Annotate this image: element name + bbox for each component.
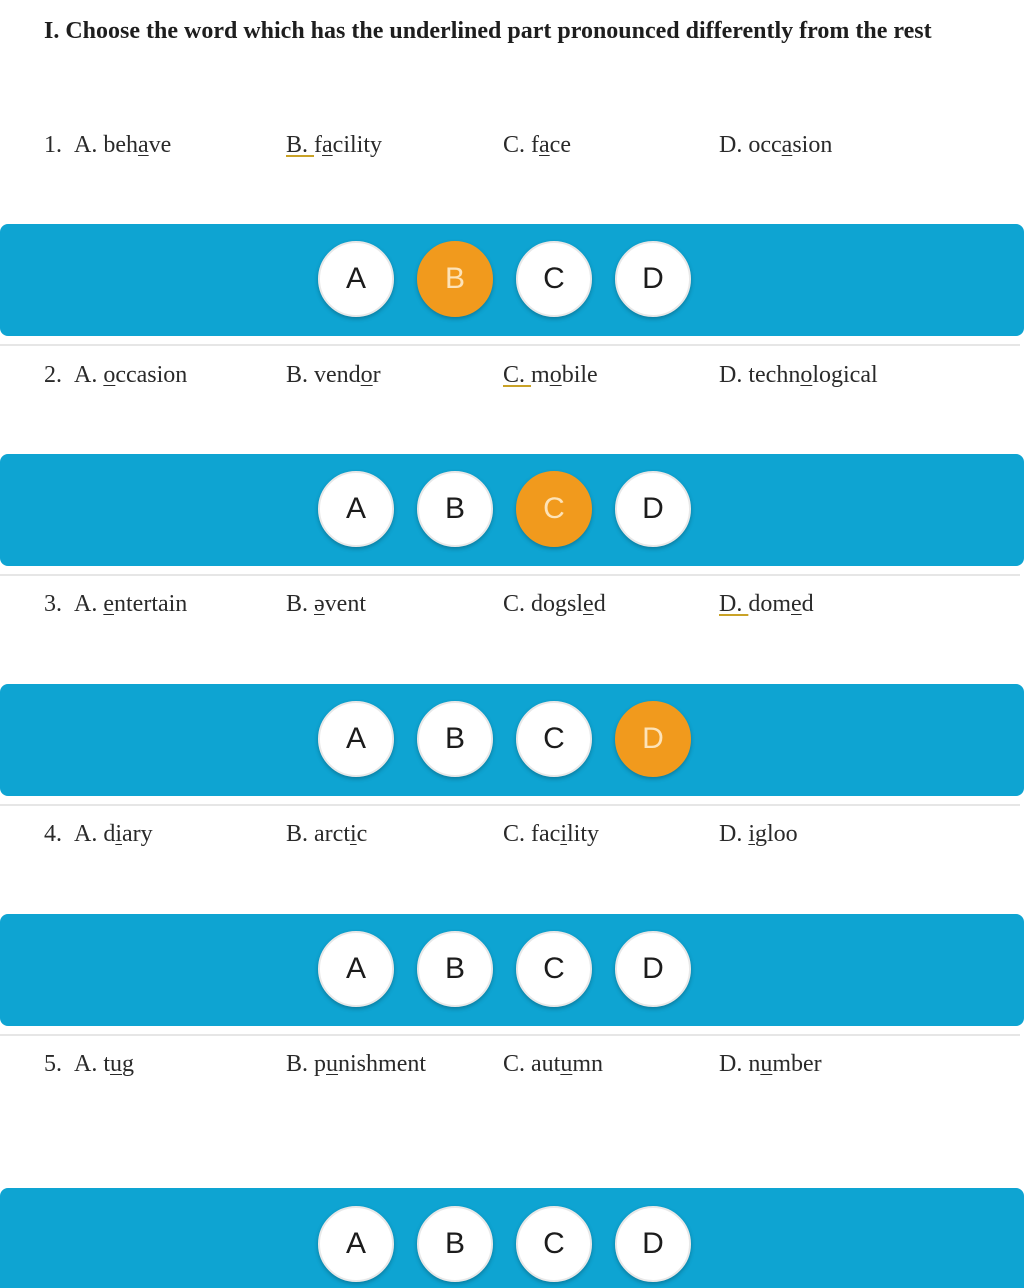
answer-b-button[interactable]: B: [417, 241, 493, 317]
answer-d-button[interactable]: D: [615, 931, 691, 1007]
answer-a-button[interactable]: A: [318, 1206, 394, 1282]
answer-a-button[interactable]: A: [318, 701, 394, 777]
answer-bar-3: [0, 684, 1024, 796]
answer-c-button[interactable]: C: [516, 931, 592, 1007]
answer-c-button[interactable]: C: [516, 701, 592, 777]
option-c: C. facility: [503, 821, 599, 847]
answer-c-button[interactable]: C: [516, 1206, 592, 1282]
option-b: B. punishment: [286, 1051, 427, 1077]
option-d: D. domed: [719, 591, 814, 617]
option-a: A. behave: [74, 132, 172, 158]
answer-c-button[interactable]: C: [516, 471, 592, 547]
answer-b-button[interactable]: B: [417, 1206, 493, 1282]
question-number: 5.: [44, 1051, 62, 1077]
card-divider: [0, 574, 1020, 576]
question-number: 3.: [44, 591, 62, 617]
answer-d-button[interactable]: D: [615, 1206, 691, 1282]
option-a: A. diary: [74, 821, 153, 847]
option-c: C. autumn: [503, 1051, 604, 1077]
answer-b-button[interactable]: B: [417, 471, 493, 547]
answer-d-button[interactable]: D: [615, 701, 691, 777]
option-a: A. entertain: [74, 591, 188, 617]
question-number: 1.: [44, 132, 62, 158]
option-c: C. mobile: [503, 362, 598, 388]
exercise-heading: I. Choose the word which has the underlined part pronounced differently from the rest: [44, 18, 932, 44]
answer-bar-5: [0, 1188, 1024, 1288]
answer-bar-1: [0, 224, 1024, 336]
option-d: D. occasion: [719, 132, 833, 158]
option-d: D. technological: [719, 362, 878, 388]
option-c: C. face: [503, 132, 571, 158]
card-divider: [0, 804, 1020, 806]
answer-c-button[interactable]: C: [516, 241, 592, 317]
answer-a-button[interactable]: A: [318, 241, 394, 317]
answer-d-button[interactable]: D: [615, 471, 691, 547]
option-c: C. dogsled: [503, 591, 606, 617]
option-d: D. number: [719, 1051, 822, 1077]
answer-a-button[interactable]: A: [318, 931, 394, 1007]
card-divider: [0, 344, 1020, 346]
answer-bar-4: [0, 914, 1024, 1026]
option-b: B. əvent: [286, 591, 366, 617]
answer-b-button[interactable]: B: [417, 931, 493, 1007]
answer-a-button[interactable]: A: [318, 471, 394, 547]
card-divider: [0, 1034, 1020, 1036]
option-d: D. igloo: [719, 821, 798, 847]
option-b: B. vendor: [286, 362, 381, 388]
option-b: B. facility: [286, 132, 382, 158]
answer-b-button[interactable]: B: [417, 701, 493, 777]
option-b: B. arctic: [286, 821, 368, 847]
answer-bar-2: [0, 454, 1024, 566]
option-a: A. occasion: [74, 362, 188, 388]
option-a: A. tug: [74, 1051, 135, 1077]
question-number: 2.: [44, 362, 62, 388]
question-number: 4.: [44, 821, 62, 847]
answer-d-button[interactable]: D: [615, 241, 691, 317]
